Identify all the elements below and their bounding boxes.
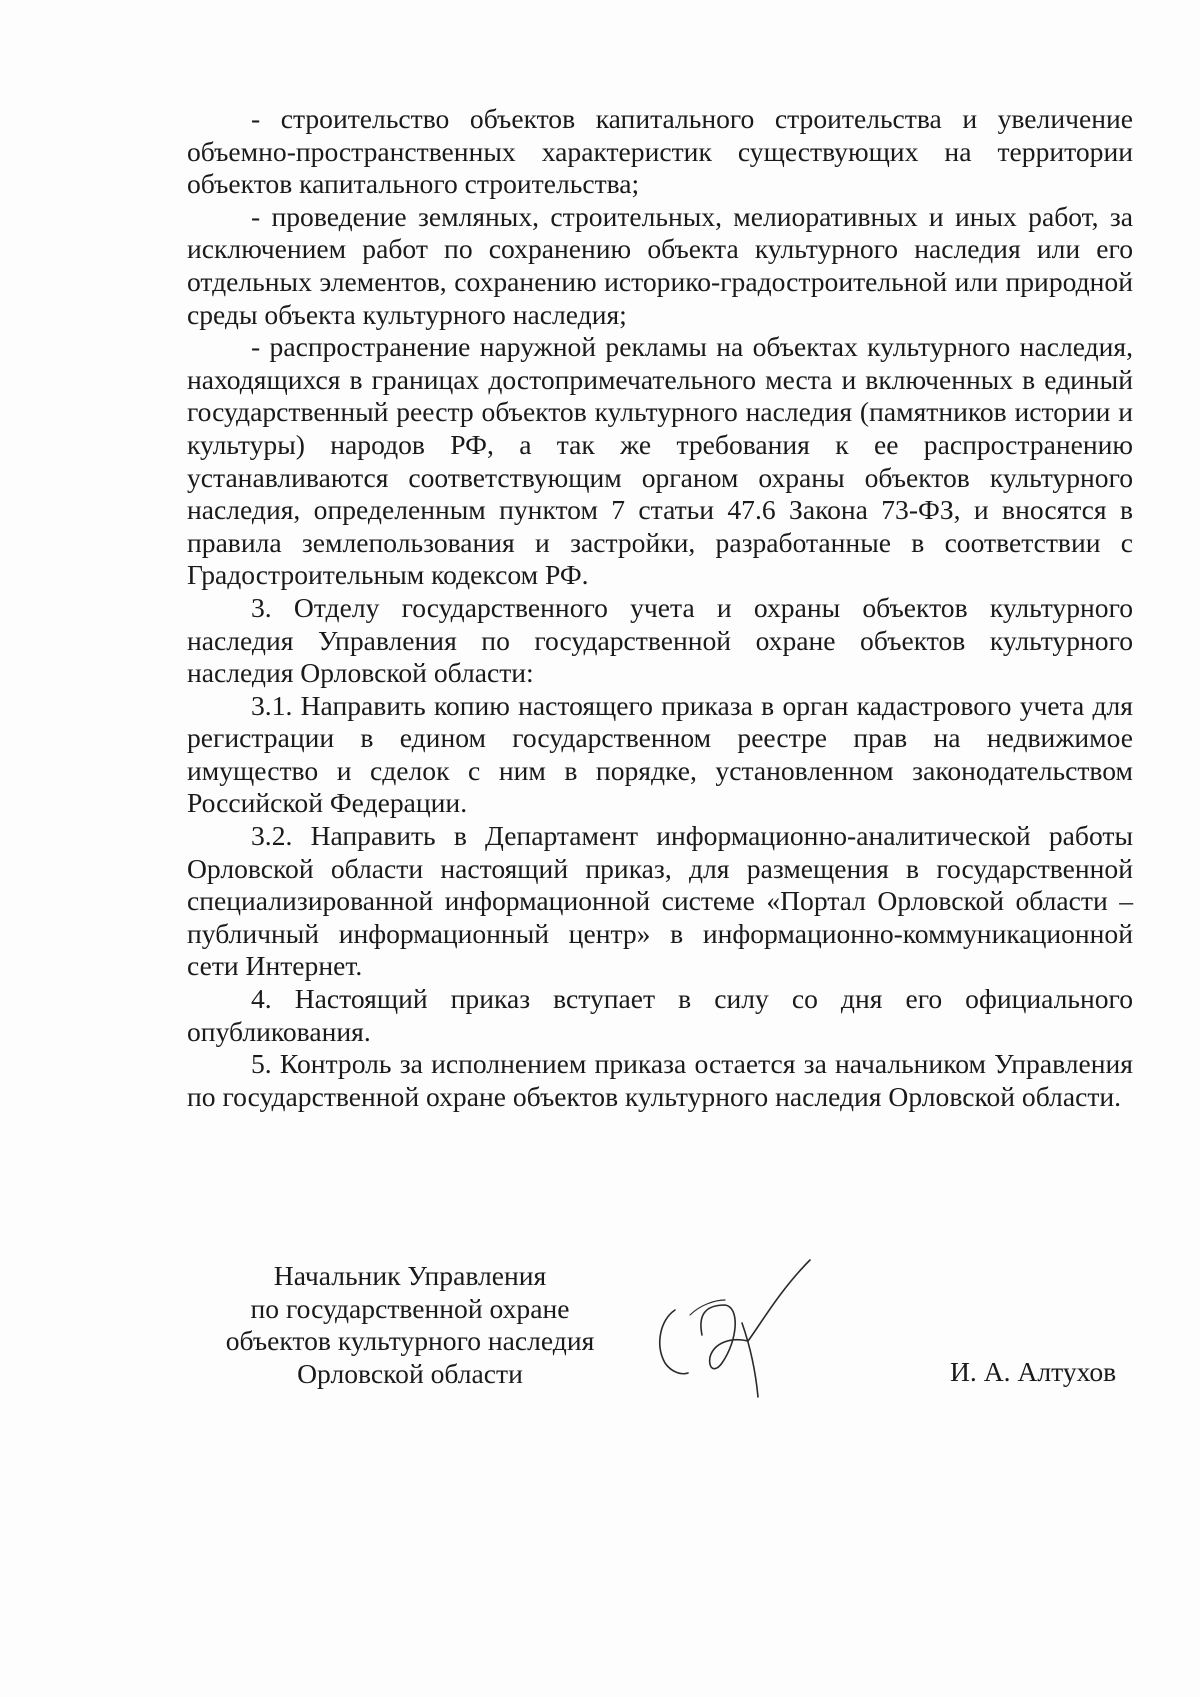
- paragraph-item-3: 3. Отделу государственного учета и охраны объектов культурного наследия Управления по государственной охране объектов культурного наследия Орловской области:: [187, 591, 1133, 689]
- signer-position-line: по государственной охране: [250, 1292, 570, 1324]
- paragraph-item-3-1: 3.1. Направить копию настоящего приказа в орган кадастрового учета для регистрации в едином государственном реестре прав на недвижимое имущество и сделок с ним в порядке, установленном законодательством Российской Федерации.: [187, 689, 1133, 819]
- handwritten-signature: [630, 1245, 860, 1405]
- paragraph-item-5: 5. Контроль за исполнением приказа остается за начальником Управления по государственной охране объектов культурного наследия Орловской области.: [187, 1048, 1133, 1112]
- signer-position-line: Начальник Управления: [273, 1260, 547, 1291]
- signer-position: [190, 1260, 630, 1390]
- paragraph-item-4: 4. Настоящий приказ вступает в силу со дня его официального опубликования.: [187, 983, 1133, 1047]
- document-body: [187, 103, 1133, 1113]
- paragraph-construction-restriction: - строительство объектов капитального строительства и увеличение объемно-пространственных характеристик существующих на территории объектов капитального строительства;: [187, 103, 1133, 200]
- paragraph-earthworks-restriction: - проведение земляных, строительных, мелиоративных и иных работ, за исключением работ по сохранению объекта культурного наследия или его отдельных элементов, сохранению историко-градостроительной или природной среды объекта культурного наследия;: [187, 200, 1133, 330]
- paragraph-item-3-2: 3.2. Направить в Департамент информационно-аналитической работы Орловской области настоящий приказ, для размещения в государственной специализированной информационной системе «Портал Орловской области – публичный информационный центр» в информационно-коммуникационной сети Интернет.: [187, 820, 1133, 982]
- signer-position-line: объектов культурного наследия: [225, 1325, 595, 1357]
- paragraph-advertising-restriction: - распространение наружной рекламы на объектах культурного наследия, находящихся в границах достопримечательного места и включенных в единый государственный реестр объектов культурного наследия (памятников истории и культуры) народов РФ, а так же требования к ее распространению устанавливаются соответствующим органом охраны объектов культурного наследия, определенным пунктом 7 статьи 47.6 Закона 73-ФЗ, и вносятся в правила землепользования и застройки, разработанные в соответствии с Градостроительным кодексом РФ.: [187, 331, 1133, 591]
- signer-name: И. А. Алтухов: [950, 1356, 1117, 1387]
- signer-position-line: Орловской области: [297, 1357, 523, 1389]
